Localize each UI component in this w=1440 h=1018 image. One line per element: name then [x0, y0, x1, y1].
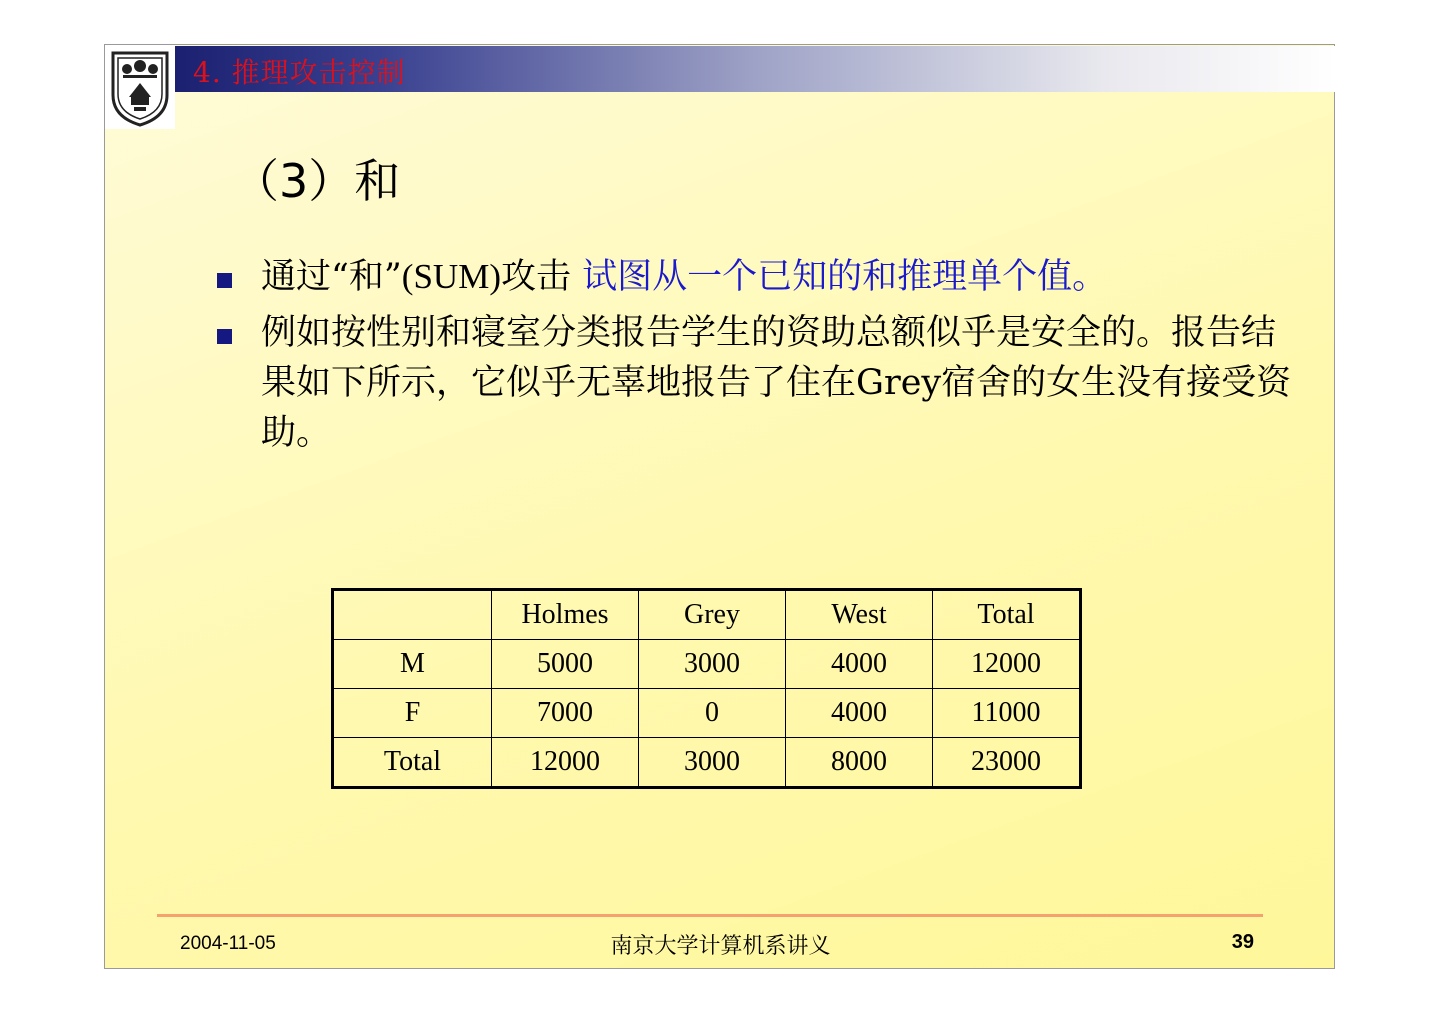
- bullet-text-sum: (SUM): [401, 257, 501, 296]
- university-logo: [105, 45, 175, 129]
- square-bullet-icon: [217, 273, 232, 288]
- footer-date: 2004-11-05: [180, 933, 276, 954]
- sum-table: [331, 588, 1082, 789]
- slide: [104, 44, 1335, 969]
- university-seal-icon: [105, 45, 175, 129]
- table-cell: 4000: [786, 689, 933, 738]
- bullet-list: [215, 252, 1295, 464]
- table-cell: 3000: [639, 640, 786, 689]
- footer-course-name: 南京大学计算机系讲义: [610, 934, 831, 959]
- table-cell: 7000: [492, 689, 639, 738]
- table-cell: 11000: [933, 689, 1081, 738]
- table-cell: F: [333, 689, 492, 738]
- table-cell: 12000: [492, 738, 639, 788]
- table-header-cell: West: [786, 590, 933, 640]
- table-cell: 4000: [786, 640, 933, 689]
- slide-title: （3）和: [233, 154, 401, 208]
- table-row: [333, 689, 1081, 738]
- table-cell: 8000: [786, 738, 933, 788]
- bullet-item: [215, 308, 1295, 458]
- footer-divider: [157, 914, 1263, 917]
- table-cell: 3000: [639, 738, 786, 788]
- table-row: [333, 640, 1081, 689]
- table-header-cell: Total: [933, 590, 1081, 640]
- bullet-text-attack: 攻击: [500, 257, 583, 297]
- bullet-text: 例如按性别和寝室分类报告学生的资助总额似乎是安全的。报告结果如下所示，它似乎无辜地报告了住在Grey宿舍的女生没有接受资助。: [261, 313, 1292, 453]
- table-header-cell: Grey: [639, 590, 786, 640]
- bullet-item: [215, 252, 1295, 302]
- table-cell: M: [333, 640, 492, 689]
- table-row: [333, 738, 1081, 788]
- table-cell: 0: [639, 689, 786, 738]
- table-cell: Total: [333, 738, 492, 788]
- page-number: 39: [1231, 931, 1254, 953]
- table-header-cell: [333, 590, 492, 640]
- header-title: 4. 推理攻击控制: [193, 56, 406, 89]
- table-header-cell: Holmes: [492, 590, 639, 640]
- table-cell: 5000: [492, 640, 639, 689]
- bullet-text: 通过“和”: [261, 257, 402, 297]
- square-bullet-icon: [217, 329, 232, 344]
- table-header-row: [333, 590, 1081, 640]
- bullet-text-highlight: 试图从一个已知的和推理单个值。: [582, 257, 1108, 297]
- table-cell: 12000: [933, 640, 1081, 689]
- table-cell: 23000: [933, 738, 1081, 788]
